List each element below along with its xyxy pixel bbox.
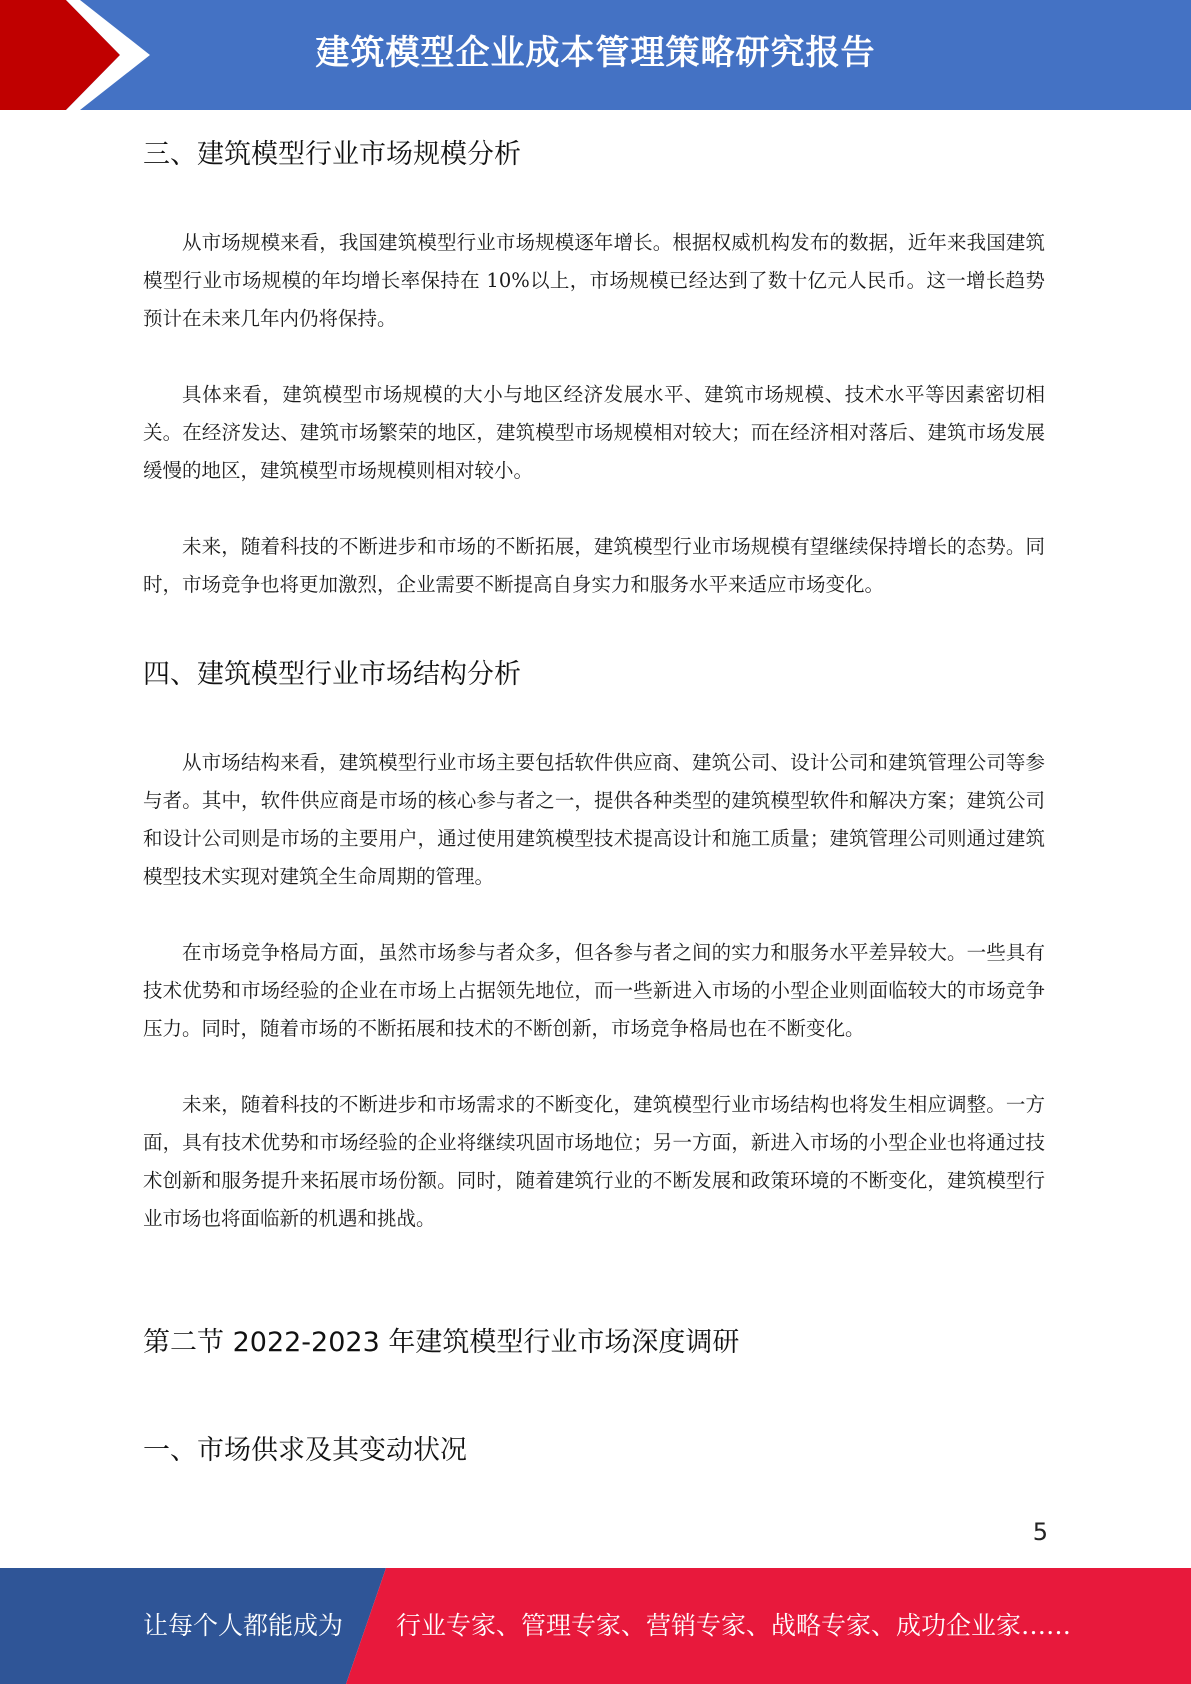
paragraph: 在市场竞争格局方面，虽然市场参与者众多，但各参与者之间的实力和服务水平差异较大。一些具有技术优势和市场经验的企业在市场上占据领先地位，而一些新进入市场的小型企业则面临较大的市场竞争压力。同时，随着市场的不断拓展和技术的不断创新，市场竞争格局也在不断变化。 bbox=[143, 941, 1045, 1040]
page-number: 5 bbox=[1032, 1518, 1048, 1546]
paragraph: 未来，随着科技的不断进步和市场需求的不断变化，建筑模型行业市场结构也将发生相应调整。一方面，具有技术优势和市场经验的企业将继续巩固市场地位；另一方面，新进入市场的小型企业也将通过技术创新和服务提升来拓展市场份额。同时，随着建筑行业的不断发展和政策环境的不断变化，建筑模型行业市场也将面临新的机遇和挑战。 bbox=[143, 1093, 1045, 1230]
chapter-heading: 第二节 2022-2023 年建筑模型行业市场深度调研 bbox=[143, 1327, 740, 1358]
paragraph: 未来，随着科技的不断进步和市场的不断拓展，建筑模型行业市场规模有望继续保持增长的态势。同时，市场竞争也将更加激烈，企业需要不断提高自身实力和服务水平来适应市场变化。 bbox=[143, 535, 1045, 596]
report-title: 建筑模型企业成本管理策略研究报告 bbox=[315, 33, 876, 73]
section-heading-market-structure: 四、建筑模型行业市场结构分析 bbox=[143, 659, 521, 690]
footer-slogan-right: 行业专家、管理专家、营销专家、战略专家、成功企业家…… bbox=[396, 1611, 1072, 1640]
paragraph: 从市场结构来看，建筑模型行业市场主要包括软件供应商、建筑公司、设计公司和建筑管理公司等参与者。其中，软件供应商是市场的核心参与者之一，提供各种类型的建筑模型软件和解决方案；建筑公司和设计公司则是市场的主要用户，通过使用建筑模型技术提高设计和施工质量；建筑管理公司则通过建筑模型技术实现对建筑全生命周期的管理。 bbox=[143, 751, 1045, 888]
footer-banner bbox=[0, 1568, 1191, 1684]
header-banner bbox=[0, 0, 1191, 110]
section-heading-market-size: 三、建筑模型行业市场规模分析 bbox=[143, 139, 521, 170]
paragraph: 从市场规模来看，我国建筑模型行业市场规模逐年增长。根据权威机构发布的数据，近年来我国建筑模型行业市场规模的年均增长率保持在 10%以上，市场规模已经达到了数十亿元人民币。这一增长趋势预计在未来几年内仍将保持。 bbox=[143, 231, 1045, 330]
subsection-heading: 一、市场供求及其变动状况 bbox=[143, 1435, 467, 1466]
paragraph: 具体来看，建筑模型市场规模的大小与地区经济发展水平、建筑市场规模、技术水平等因素密切相关。在经济发达、建筑市场繁荣的地区，建筑模型市场规模相对较大；而在经济相对落后、建筑市场发展缓慢的地区，建筑模型市场规模则相对较小。 bbox=[143, 383, 1045, 482]
red-arrow-icon bbox=[0, 0, 160, 110]
footer-slogan-left: 让每个人都能成为 bbox=[143, 1611, 344, 1640]
